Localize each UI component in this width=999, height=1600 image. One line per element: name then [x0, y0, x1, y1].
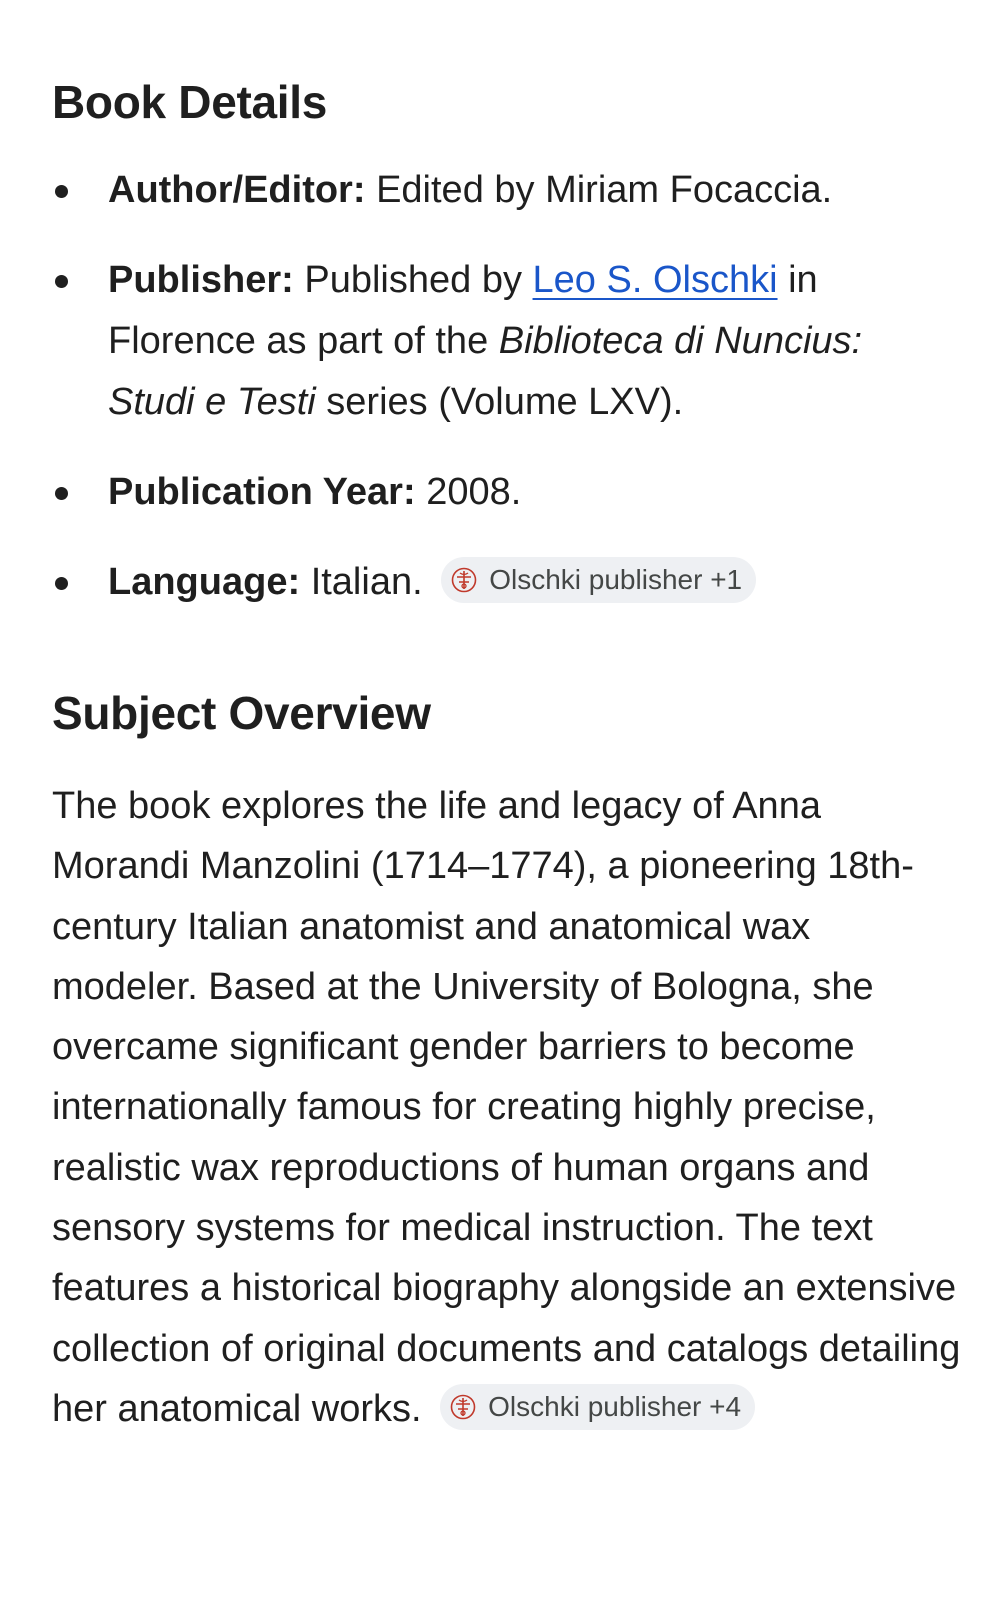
author-value: Edited by Miriam Focaccia. [376, 169, 833, 211]
list-item-author [52, 160, 952, 221]
subject-overview-text: The book explores the life and legacy of Anna Morandi Manzolini (1714–1774), a pioneering 18th-century Italian anatomist and anatomical wax modeler. Based at the University of Bologna, she overcame significant gender barriers to become internationally famous for creating highly precise, realistic wax reproductions of human organs and sensory systems for medical instruction. The text features a historical biography alongside an extensive collection of original documents and catalogs detailing her anatomical works. [52, 785, 961, 1430]
publisher-suffix: series (Volume LXV). [326, 381, 684, 423]
olschki-logo-icon [451, 567, 477, 593]
source-chip-overview[interactable] [440, 1384, 755, 1430]
source-chip-label: Olschki publisher +1 [489, 563, 743, 595]
source-chip-language[interactable] [441, 557, 756, 603]
subject-overview-heading: Subject Overview [52, 687, 431, 739]
list-item-publisher [52, 250, 952, 433]
language-label: Language: [108, 561, 301, 603]
publisher-prefix: Published by [304, 259, 522, 301]
list-item-language [52, 552, 952, 613]
language-value: Italian. [310, 561, 423, 603]
source-chip-label: Olschki publisher +4 [488, 1390, 742, 1422]
publisher-label: Publisher: [108, 259, 294, 301]
publisher-middle: in Florence as part of the [108, 259, 818, 362]
year-value: 2008. [426, 471, 522, 513]
series-title: Biblioteca di Nuncius: Studi e Testi [108, 320, 863, 423]
subject-overview-paragraph [52, 776, 962, 1439]
book-details-heading: Book Details [52, 76, 328, 128]
year-label: Publication Year: [108, 471, 416, 513]
author-label: Author/Editor: [108, 169, 366, 211]
olschki-logo-icon [450, 1394, 476, 1420]
list-item-year [52, 462, 952, 523]
publisher-link[interactable]: Leo S. Olschki [532, 259, 778, 301]
book-details-list [52, 160, 952, 642]
